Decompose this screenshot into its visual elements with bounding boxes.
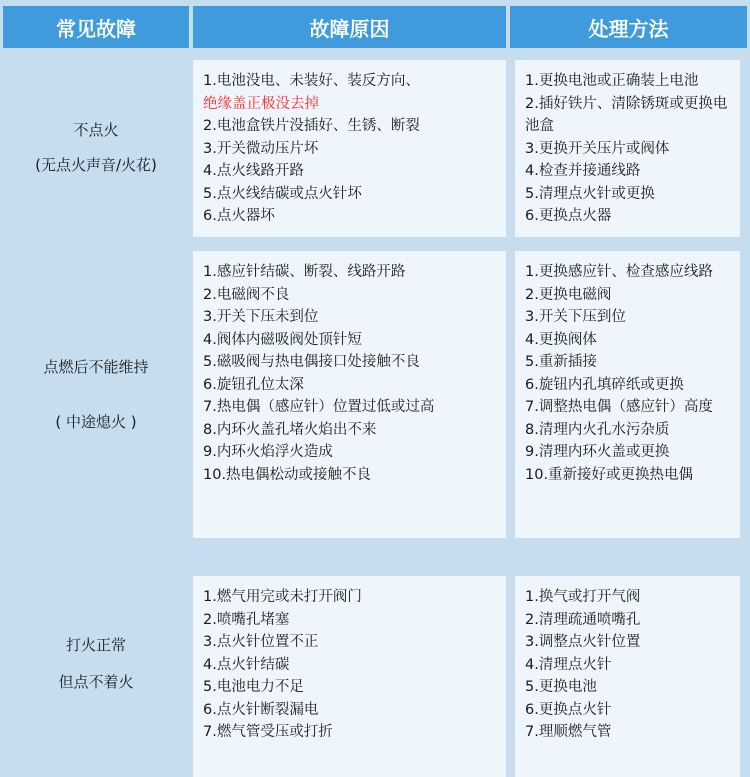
fix-line: 1.换气或打开气阀: [525, 589, 641, 605]
cause-line: 5.电池电力不足: [203, 679, 304, 695]
fix-line: 4.清理点火针: [525, 656, 612, 673]
symptom-cell: [3, 55, 189, 239]
fix-line: 6.更换点火针: [525, 701, 612, 718]
fix-line: 6.旋钮内孔填碎纸或更换: [525, 376, 684, 393]
symptom-cell: [3, 548, 189, 777]
header-cause: 故障原因: [193, 6, 506, 48]
cause-line: 10.热电偶松动或接触不良: [203, 466, 372, 483]
symptom-subtitle: 但点不着火: [58, 672, 134, 691]
cause-cell: [193, 60, 506, 237]
fix-line: 4.更换阀体: [525, 331, 597, 348]
fix-line: 9.清理内环火盖或更换: [525, 444, 670, 460]
cause-line: 9.内环火焰浮火造成: [203, 444, 333, 460]
cause-line: 5.点火线结碳或点火针坏: [203, 185, 362, 202]
cause-line: 8.内环火盖孔堵火焰出不来: [203, 421, 377, 438]
symptom-subtitle: (无点火声音/火花): [35, 156, 157, 174]
cause-line: 4.点火线路开路: [203, 163, 304, 179]
cause-line: 2.电池盒铁片没插好、生锈、断裂: [203, 118, 420, 134]
fix-cell: [515, 251, 740, 538]
fix-line: 2.插好铁片、清除锈斑或更换电池盒: [525, 95, 728, 134]
symptom-title: 点燃后不能维持: [43, 357, 149, 376]
cause-line: 5.磁吸阀与热电偶接口处接触不良: [203, 354, 420, 370]
cause-line: 6.点火器坏: [203, 208, 275, 224]
cause-line: 3.开关微动压片坏: [203, 140, 319, 157]
fix-line: 10.重新接好或更换热电偶: [525, 466, 694, 483]
fix-line: 7.调整热电偶（感应针）高度: [525, 399, 713, 415]
cause-line: 1.感应针结碳、断裂、线路开路: [203, 264, 406, 280]
cause-line: 4.点火针结碳: [203, 656, 290, 673]
symptom-title: 不点火: [73, 121, 119, 139]
fix-line: 5.重新插接: [525, 354, 597, 370]
symptom-title: 打火正常: [65, 635, 126, 654]
fix-line: 4.检查并接通线路: [525, 163, 641, 179]
cause-line: 2.喷嘴孔堵塞: [203, 611, 290, 628]
header-fix: 处理方法: [510, 6, 747, 48]
cause-line: 7.热电偶（感应针）位置过低或过高: [203, 399, 435, 415]
cause-line: 6.点火针断裂漏电: [203, 701, 319, 718]
fix-line: 3.更换开关压片或阀体: [525, 140, 670, 157]
cause-line: 1.电池没电、未装好、装反方向、: [203, 73, 420, 89]
cause-line: 1.燃气用完或未打开阀门: [203, 589, 362, 605]
fix-line: 2.更换电磁阀: [525, 286, 612, 303]
cause-line-highlight: 绝缘盖正极没去掉: [203, 95, 319, 112]
fix-line: 6.更换点火器: [525, 208, 612, 224]
fix-line: 3.开关下压到位: [525, 309, 626, 325]
symptom-subtitle: ( 中途熄火 ): [55, 412, 137, 431]
symptom-cell: [3, 245, 189, 542]
fix-line: 3.调整点火针位置: [525, 634, 641, 650]
fix-cell: [515, 60, 740, 237]
header-symptom: 常见故障: [3, 6, 189, 48]
fix-line: 5.更换电池: [525, 679, 597, 695]
cause-line: 3.点火针位置不正: [203, 634, 319, 650]
cause-line: 4.阀体内磁吸阀处顶针短: [203, 331, 362, 348]
fix-line: 7.理顺燃气管: [525, 724, 612, 740]
fix-line: 1.更换感应针、检查感应线路: [525, 264, 713, 280]
cause-cell: [193, 576, 506, 777]
cause-line: 6.旋钮孔位太深: [203, 376, 304, 393]
cause-cell: [193, 251, 506, 538]
fix-line: 1.更换电池或正确装上电池: [525, 73, 699, 89]
cause-line: 2.电磁阀不良: [203, 286, 290, 303]
cause-line: 7.燃气管受压或打折: [203, 724, 333, 740]
fix-line: 2.清理疏通喷嘴孔: [525, 611, 641, 628]
fix-line: 8.清理内火孔水污杂质: [525, 421, 670, 438]
fix-cell: [515, 576, 740, 777]
cause-line: 3.开关下压未到位: [203, 309, 319, 325]
fix-line: 5.清理点火针或更换: [525, 185, 655, 202]
